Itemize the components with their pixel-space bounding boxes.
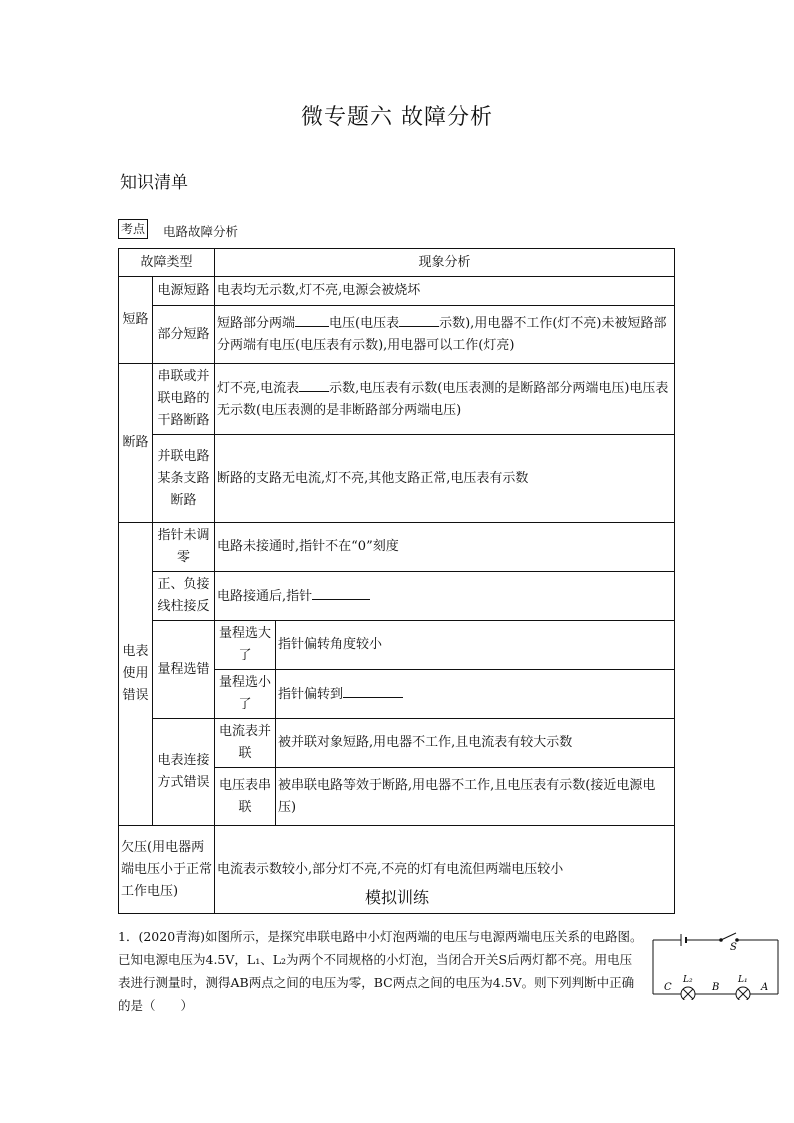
text-part: 电压(电压表 — [329, 316, 400, 331]
point-a-label: A — [761, 982, 769, 993]
sub-partial-short: 部分短路 — [153, 306, 215, 364]
sub-range: 量程选错 — [153, 621, 215, 719]
sub-polarity: 正、负接线柱接反 — [153, 572, 215, 621]
practice-heading: 模拟训练 — [364, 888, 429, 907]
text-range-small — [276, 670, 675, 719]
lamp-l1-icon — [736, 987, 750, 1000]
sub-zero: 指针未调零 — [153, 523, 215, 572]
text-part: 电路接通后,指针 — [217, 588, 313, 604]
sub-power-short: 电源短路 — [153, 277, 215, 306]
text-power-short: 电表均无示数,灯不亮,电源会被烧坏 — [215, 277, 675, 306]
text-part: 短路部分两端 — [217, 316, 296, 331]
point-c-label: C — [664, 982, 672, 993]
cat-meter: 电表使用错误 — [119, 523, 153, 826]
sub-connect: 电表连接方式错误 — [153, 719, 215, 826]
text-polarity — [215, 572, 675, 621]
sub-main-open: 串联或并联电路的干路断路 — [153, 364, 215, 435]
fault-analysis-table — [118, 248, 675, 914]
header-fault-type: 故障类型 — [119, 249, 215, 277]
text-part: 示数,电压表有示数(电压表测的是断路部分两端电压)电压表无示数(电压表测的是非断路部分两端电压) — [217, 380, 669, 418]
kaodian-title: 电路故障分析 — [163, 224, 239, 239]
kaodian-tag: 考点 — [118, 219, 148, 239]
switch-blade — [721, 933, 736, 940]
text-part: 指针偏转到 — [278, 686, 344, 702]
section-heading: 知识清单 — [120, 173, 188, 193]
switch-label: S — [730, 942, 737, 953]
text-partial-short — [215, 306, 675, 364]
header-analysis: 现象分析 — [215, 249, 675, 277]
question-1: 1．(2020青海)如图所示，是探究串联电路中小灯泡两端的电压与电源两端电压关系的电路图。已知电源电压为4.5V，L₁、L₂为两个不同规格的小灯泡，当闭合开关S后两灯都不亮。用电压表进行测量时，测得AB两点之间的电压为零，BC两点之间的电压为4.5V。则下列判断中正确的是（ ） — [118, 929, 643, 1013]
text-branch-open: 断路的支路无电流,灯不亮,其他支路正常,电压表有示数 — [215, 435, 675, 523]
text-part: 灯不亮,电流表 — [217, 380, 300, 396]
cat-short: 短路 — [119, 277, 153, 364]
cat-open: 断路 — [119, 364, 153, 523]
point-b-label: B — [712, 982, 720, 993]
text-undervolt: 电流表示数较小,部分灯不亮,不亮的灯有电流但两端电压较小 — [215, 826, 675, 914]
cat-undervolt: 欠压(用电器两端电压小于正常工作电压) — [119, 826, 215, 914]
lamp-l1-label: L₁ — [738, 975, 748, 985]
page-title: 微专题六 故障分析 — [301, 105, 493, 130]
text-main-open — [215, 364, 675, 435]
sub-range-big: 量程选大了 — [215, 621, 276, 670]
lamp-l2-icon — [681, 987, 695, 1000]
text-zero: 电路未接通时,指针不在“0”刻度 — [215, 523, 675, 572]
circuit-diagram — [648, 928, 782, 1000]
fill-blank — [343, 683, 403, 698]
text-range-big: 指针偏转角度较小 — [276, 621, 675, 670]
text-ammeter-parallel: 被并联对象短路,用电器不工作,且电流表有较大示数 — [276, 719, 675, 768]
sub-branch-open: 并联电路某条支路断路 — [153, 435, 215, 523]
fill-blank — [299, 377, 329, 392]
sub-range-small: 量程选小了 — [215, 670, 276, 719]
fill-blank — [399, 312, 439, 327]
sub-voltmeter-series: 电压表串联 — [215, 768, 276, 826]
text-part: 示数),用电器不工作(灯不亮)未被短路部分两端有电压(电压表有示数),用电器可以工作(灯亮) — [217, 316, 667, 353]
text-voltmeter-series: 被串联电路等效于断路,用电器不工作,且电压表有示数(接近电源电压) — [276, 768, 675, 826]
fill-blank — [295, 312, 329, 327]
fill-blank — [312, 585, 370, 600]
sub-ammeter-parallel: 电流表并联 — [215, 719, 276, 768]
lamp-l2-label: L₂ — [683, 975, 693, 985]
